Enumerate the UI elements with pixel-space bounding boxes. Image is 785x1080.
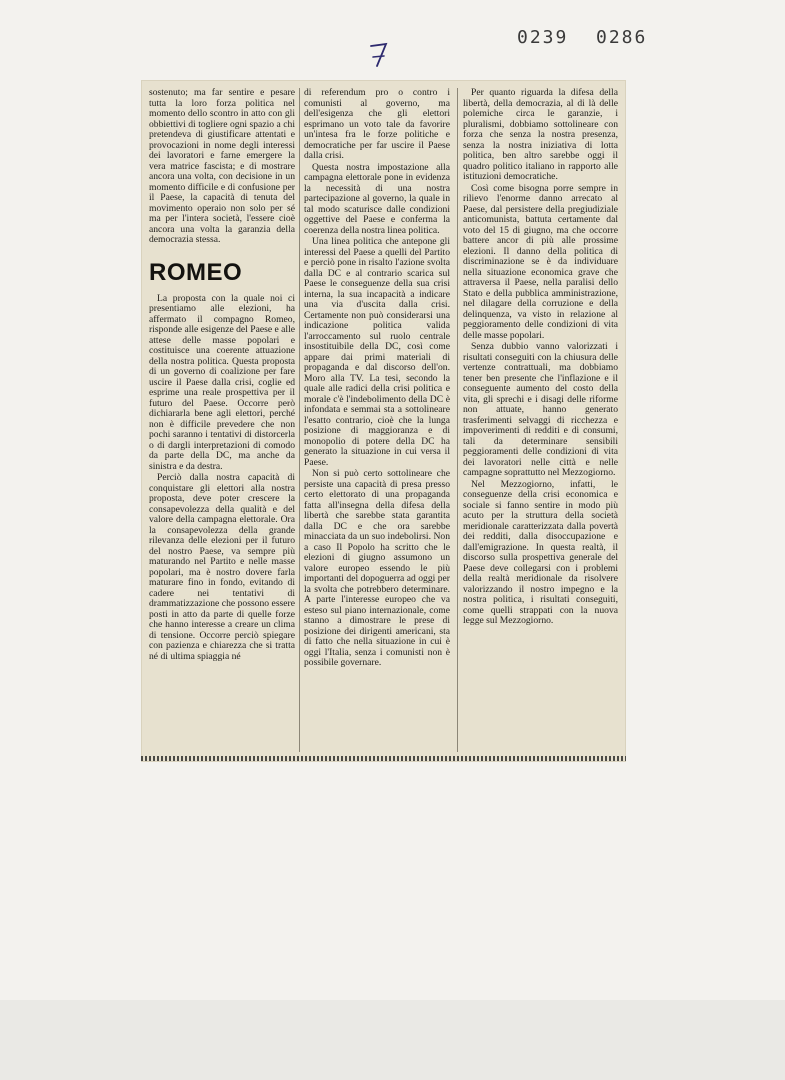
column2-paragraph: Questa nostra impostazione alla campagna elettorale pone in evidenza la necessità di una nostra partecipazione al governo, la quale in tal modo scaturisce dalle condizioni oggettive del Paese e conferma la coerenza della nostra linea politica. [304, 161, 450, 236]
article-column-1 [149, 88, 295, 752]
perforation-border [141, 756, 626, 761]
article-column-3 [463, 88, 618, 752]
archive-number-left: 0239 [517, 27, 569, 48]
column3-paragraph: Senza dubbio vanno valorizzati i risultati conseguiti con la chiusura delle vertenze contrattuali, ma dobbiamo tener ben presente che l'inflazione e il conseguente aumento del costo della vita, gli sprechi e i disagi delle riforme non attuate, hanno generato trasferimenti selvaggi di ricchezza e impoverimenti di redditi e di consumi, tali da determinare sensibili peggioramenti delle condizioni di vita dei lavoratori nelle città e nelle campagne soprattutto nel Mezzogiorno. [463, 341, 618, 478]
column3-paragraph: Nel Mezzogiorno, infatti, le conseguenze della crisi economica e sociale si fanno sentire in modo più acuto per la struttura della società meridionale caratterizzata dalla povertà dei redditi, dalla disoccupazione e dall'emigrazione. In questa realtà, il discorso sulla prospettiva generale del Paese deve collegarsi con i problemi della realtà meridionale da risolvere valorizzando il nostro impegno e la nostra politica, i risultati conseguiti, come quelli strappati con la nuova legge sul Mezzogiorno. [463, 478, 618, 626]
column-divider [299, 88, 300, 752]
column1-intro-paragraph: sostenuto; ma far sentire e pesare tutta la loro forza politica nel momento dello scontro in atto con gli obbiettivi di togliere ogni spazio a chi pretendeva di giustificare attentati e provocazioni in nome degli interessi dei lavoratori e farne emergere la vera matrice fascista; e di mostrare ancora una volta, con decisione in un momento difficile e di confusione per il Paese, la capacità di tenuta del movimento operaio non solo per sé ma per l'intera società, l'essere cioè ancora una volta la garanzia della democrazia stessa. [149, 88, 295, 245]
archive-number-right: 0286 [596, 27, 648, 48]
article-headline: ROMEO [149, 258, 243, 286]
handwritten-mark-icon [368, 40, 390, 68]
newspaper-clipping [141, 80, 626, 762]
column1-paragraph: La proposta con la quale noi ci presentiamo alle elezioni, ha affermato il compagno Romeo, risponde alle esigenze del Paese e alle attese delle masse popolari e costituisce una coerente attuazione della nostra politica. Questa proposta di un governo di coalizione per fare uscire il Paese dalla crisi, coglie ed esprime una reale prospettiva per il futuro del Paese. Occorre però dichiararla bene agli elettori, perché non è difficile prevedere che non pochi saranno i tentativi di distorcerla o di dargli interpretazioni di comodo da parte della DC, ma anche da sinistra e da destra. [149, 292, 295, 472]
column2-paragraph: di referendum pro o contro i comunisti al governo, ma dell'esigenza che gli elettori esprimano un voto tale da favorire un'intesa fra le forze politiche e democratiche per far uscire il Paese dalla crisi. [304, 88, 450, 161]
page-lower-margin [0, 1000, 785, 1080]
column1-paragraph: Perciò dalla nostra capacità di conquistare gli elettori alla nostra proposta, deve poter crescere la consapevolezza della qualità e del valore della campagna elettorale. Ora la consapevolezza della grande rilevanza delle elezioni per il futuro del nostro Paese, va sempre più maturando nel Partito e nelle masse popolari, ma è nostro dovere farla maturare fino in fondo, evitando di cadere nei tentativi di drammatizzazione che possono essere posti in atto da parte di quelle forze che hanno interesse a creare un clima di tensione. Occorre perciò spiegare con pazienza e chiarezza che si tratta né di ultima spiaggia né [149, 472, 295, 662]
column-divider [457, 88, 458, 752]
article-column-2 [304, 88, 450, 752]
column2-paragraph: Una linea politica che antepone gli interessi del Paese a quelli del Partito e perciò pone in risalto l'azione svolta dalla DC e al contrario scarica sul Paese le conseguenze della sua crisi interna, la sua incapacità a indicare una via d'uscita dalla crisi. Certamente non può considerarsi una indicazione politica valida l'arroccamento sul ruolo centrale insostituibile della DC, così come appare dai primi materiali di propaganda e dal discorso dell'on. Moro alla TV. La tesi, secondo la quale alle radici della crisi politica e morale c'è l'indebolimento della DC è infondata e semmai sta a sottolineare l'esatto contrario, cioè che la lunga posizione di maggioranza e di monopolio di potere della DC ha generato la situazione in cui versa il Paese. [304, 236, 450, 468]
column2-paragraph: Non si può certo sottolineare che persiste una capacità di presa presso certo elettorato di una propaganda fatta all'insegna della difesa della libertà che sarebbe stata garantita dalla DC e che ora sarebbe minacciata da un suo indebolirsi. Non a caso Il Popolo ha scritto che le elezioni di giugno assumono un valore europeo essendo le più importanti del dopoguerra ad oggi per la svolta che potrebbero determinare. A parte l'interesse europeo che va esteso sul piano internazionale, come stanno a dimostrare le prese di posizione dei dirigenti americani, sta di fatto che nella situazione in cui è oggi l'Italia, senza i comunisti non è possibile governare. [304, 468, 450, 668]
column3-paragraph: Per quanto riguarda la difesa della libertà, della democrazia, al di là delle polemiche circa le garanzie, i pluralismi, dobbiamo sottolineare con forza che senza la nostra presenza, senza la nostra iniziativa di lotta politica, ben altro sarebbe oggi il quadro politico italiano in rapporto alle istituzioni democratiche. [463, 88, 618, 182]
column3-paragraph: Così come bisogna porre sempre in rilievo l'enorme danno arrecato al Paese, dal persistere della pregiudiziale anticomunista, battuta certamente dal voto del 15 di giugno, ma che occorre battere ancor di più alle prossime elezioni. Il danno della politica di discriminazione se è da individuare nella situazione economica grave che attraversa il Paese, nella paralisi dello Stato e della pubblica amministrazione, nel dilagare della corruzione e della delinquenza, va visto in relazione al peggioramento delle condizioni di vita delle masse popolari. [463, 182, 618, 341]
